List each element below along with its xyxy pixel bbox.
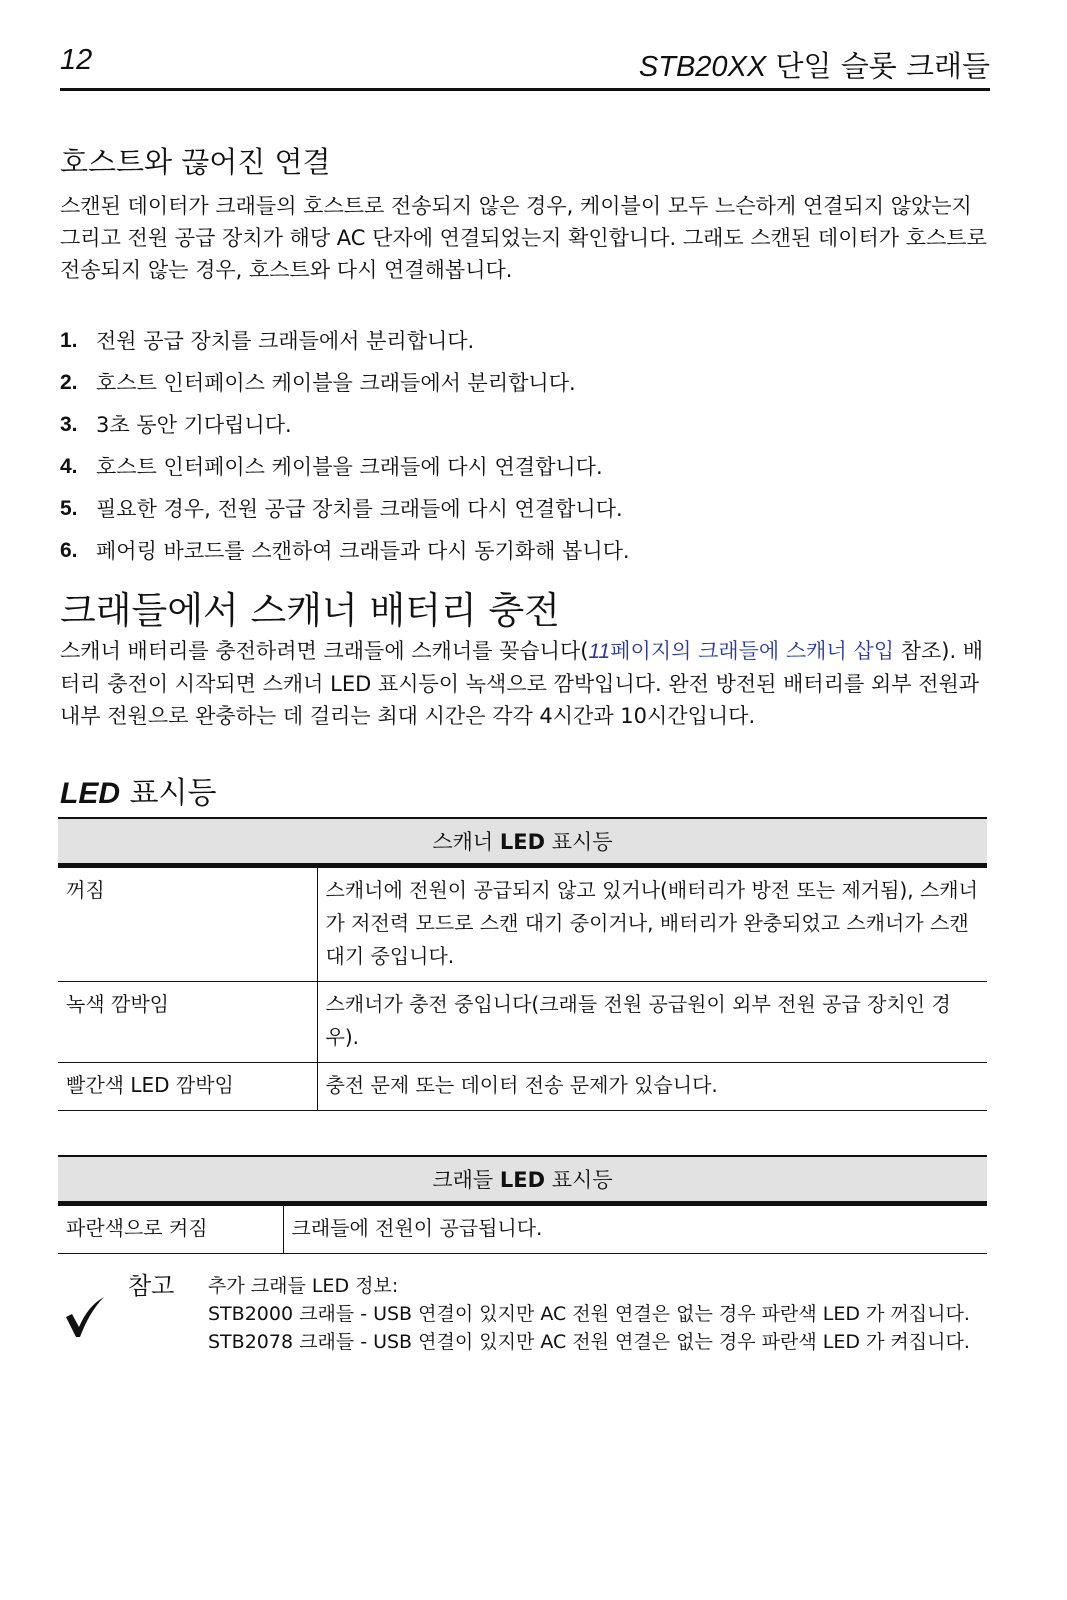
- scanner-led-table-title: [58, 818, 987, 866]
- list-item: [60, 452, 990, 494]
- title-bold: LED: [499, 1168, 546, 1192]
- description-cell: 충전 문제 또는 데이터 전송 문제가 있습니다.: [317, 1063, 987, 1111]
- cradle-led-table: [58, 1155, 987, 1254]
- table-row: [58, 1204, 987, 1254]
- page-title: [639, 44, 990, 85]
- scanner-led-table-wrap: [58, 817, 987, 1111]
- description-cell: 스캐너에 전원이 공급되지 않고 있거나(배터리가 방전 또는 제거됨), 스캐너가 저전력 모드로 스캔 대기 중이거나, 배터리가 완충되었고 스캐너가 스캔 대기 중입니다.: [317, 866, 987, 982]
- page-title-suffix: 단일 슬롯 크래들: [766, 49, 990, 83]
- step-number: 5.: [60, 497, 78, 520]
- title-suffix: 표시등: [545, 830, 613, 854]
- step-text: 페어링 바코드를 스캔하여 크래들과 다시 동기화해 봅니다.: [96, 539, 630, 563]
- title-prefix: 크래들: [432, 1168, 500, 1192]
- list-item: [60, 536, 990, 578]
- reconnect-paragraph: 스캔된 데이터가 크래들의 호스트로 전송되지 않은 경우, 케이블이 모두 느슨하게 연결되지 않았는지 그리고 전원 공급 장치가 해당 AC 단자에 연결되었는지 확인합니다. 그래도 스캔된 데이터가 호스트로 전송되지 않는 경우, 호스트와 다시 연결해봅니다.: [60, 194, 987, 282]
- scanner-led-table: [58, 817, 987, 1111]
- state-cell: 녹색 깜박임: [58, 982, 317, 1063]
- page-reference-link[interactable]: [588, 639, 894, 663]
- step-text: 호스트 인터페이스 케이블을 크래들에서 분리합니다.: [96, 371, 576, 395]
- title-suffix: 표시등: [545, 1168, 613, 1192]
- led-heading-bold: LED: [60, 777, 120, 810]
- list-item: [60, 368, 990, 410]
- list-item: [60, 326, 990, 368]
- note-line: 추가 크래들 LED 정보:: [208, 1275, 399, 1297]
- charging-paragraph: [60, 635, 990, 732]
- state-cell: 꺼짐: [58, 866, 317, 982]
- note-body: [208, 1272, 993, 1356]
- step-number: 2.: [60, 371, 78, 394]
- state-cell: 빨간색 LED 깜박임: [58, 1063, 317, 1111]
- cradle-led-table-wrap: [58, 1155, 987, 1254]
- step-text: 전원 공급 장치를 크래들에서 분리합니다.: [96, 329, 475, 353]
- page-header: [60, 44, 990, 91]
- step-number: 4.: [60, 455, 78, 478]
- led-heading-rest: 표시등: [120, 776, 217, 811]
- step-text: 필요한 경우, 전원 공급 장치를 크래들에 다시 연결합니다.: [96, 497, 623, 521]
- list-item: [60, 494, 990, 536]
- step-text: 3초 동안 기다립니다.: [96, 413, 292, 437]
- description-cell: 스캐너가 충전 중입니다(크래들 전원 공급원이 외부 전원 공급 장치인 경우).: [317, 982, 987, 1063]
- section-heading-led: [60, 768, 990, 812]
- section-heading-reconnect: 호스트와 끊어진 연결: [60, 145, 331, 179]
- step-number: 6.: [60, 539, 78, 562]
- note-label: 참고: [128, 1272, 175, 1300]
- step-number: 3.: [60, 413, 78, 436]
- link-page-number: 11: [588, 640, 611, 663]
- description-cell: 크래들에 전원이 공급됩니다.: [283, 1204, 987, 1254]
- page-number: 12: [60, 44, 93, 76]
- section-heading-charging: 크래들에서 스캐너 배터리 충전: [60, 589, 560, 632]
- cradle-led-table-title: [58, 1156, 987, 1204]
- title-prefix: 스캐너: [432, 830, 500, 854]
- state-cell: 파란색으로 켜짐: [58, 1204, 283, 1254]
- list-item: [60, 410, 990, 452]
- checkmark-icon: [62, 1295, 106, 1339]
- step-text: 호스트 인터페이스 케이블을 크래들에 다시 연결합니다.: [96, 455, 603, 479]
- note-line: STB2000 크래들 - USB 연결이 있지만 AC 전원 연결은 없는 경우 파란색 LED 가 꺼집니다.: [208, 1303, 970, 1325]
- table-row: [58, 866, 987, 982]
- reconnect-steps: [60, 326, 990, 578]
- charging-text-before: 스캐너 배터리를 충전하려면 크래들에 스캐너를 꽂습니다(: [60, 639, 589, 663]
- link-text: 페이지의 크래들에 스캐너 삽입: [610, 639, 894, 663]
- charging-text-after: 참조). 배터리 충전이 시작되면 스캐너 LED 표시등이 녹색으로 깜박입니다. 완전 방전된 배터리를 외부 전원과 내부 전원으로 완충하는 데 걸리는 최대 시간은 각각 4시간과 10시간입니다.: [60, 639, 984, 728]
- table-row: [58, 982, 987, 1063]
- title-bold: LED: [499, 830, 546, 854]
- table-row: [58, 1063, 987, 1111]
- model-name: STB20XX: [638, 51, 767, 83]
- step-number: 1.: [60, 329, 78, 352]
- note-line: STB2078 크래들 - USB 연결이 있지만 AC 전원 연결은 없는 경우 파란색 LED 가 켜집니다.: [208, 1331, 970, 1353]
